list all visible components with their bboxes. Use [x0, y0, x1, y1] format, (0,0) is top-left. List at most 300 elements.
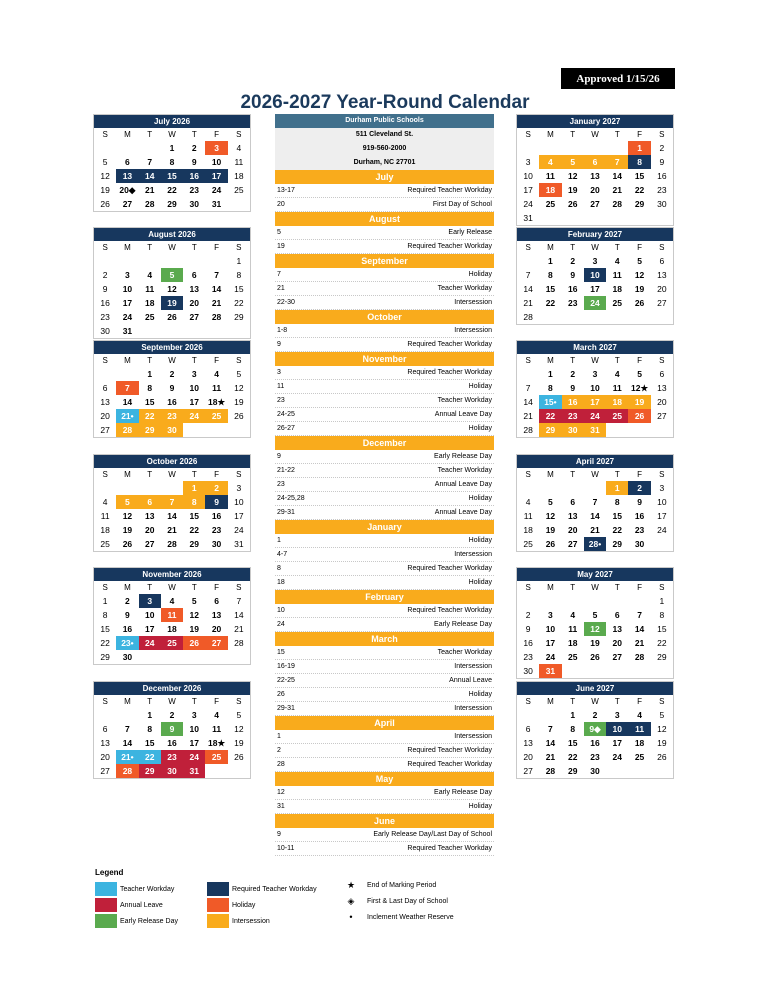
event-date: 26-27 — [277, 425, 295, 432]
day-cell: 15 — [657, 624, 667, 634]
empty-cell — [228, 650, 250, 664]
day-cell: 27 — [100, 425, 110, 435]
empty-cell — [116, 481, 138, 495]
weekday-label: F — [637, 130, 642, 139]
day-cell: 13 — [116, 169, 138, 183]
empty-cell — [94, 367, 116, 381]
day-cell: 18 — [167, 624, 177, 634]
event-description: Teacher Workday — [437, 467, 492, 474]
event-date: 21-22 — [277, 467, 295, 474]
event-date: 22-30 — [277, 299, 295, 306]
day-cell: 22 — [545, 298, 556, 308]
day-cell: 11 — [628, 722, 650, 736]
event-section-may: May — [275, 772, 494, 786]
day-cell: 28 — [523, 312, 533, 322]
event-description: Teacher Workday — [437, 397, 492, 404]
day-cell: 25 — [205, 409, 227, 423]
day-cell: 17 — [189, 738, 200, 748]
day-cell: 23 — [567, 298, 578, 308]
day-cell: 9 — [637, 497, 642, 507]
day-cell: 18 — [606, 395, 628, 409]
event-row — [275, 408, 494, 422]
day-cell: 12★ — [631, 383, 649, 393]
day-cell: 23 — [100, 312, 110, 322]
empty-cell — [183, 324, 205, 338]
weekday-label: F — [637, 583, 642, 592]
empty-cell — [228, 197, 250, 211]
weekday-label: F — [637, 470, 642, 479]
day-cell: 3 — [191, 710, 197, 720]
event-description: Required Teacher Workday — [407, 565, 492, 572]
empty-cell — [228, 764, 250, 778]
day-cell: 14 — [523, 397, 533, 407]
day-cell: 23 — [634, 525, 645, 535]
empty-cell — [628, 423, 650, 437]
weekday-label: T — [570, 697, 576, 706]
day-cell: 2 — [592, 710, 598, 720]
day-cell: 20◆ — [119, 185, 136, 195]
day-cell: 24 — [584, 296, 606, 310]
month-june-2027 — [516, 681, 674, 779]
month-header: March 2027 — [517, 341, 673, 354]
empty-cell — [539, 594, 561, 608]
day-cell: 12 — [189, 610, 200, 620]
day-cell: 3 — [592, 369, 598, 379]
day-cell: 24 — [139, 636, 161, 650]
day-cell: 28 — [167, 539, 177, 549]
day-cell: 15 — [144, 738, 155, 748]
day-cell: 24 — [211, 185, 222, 195]
day-grid — [517, 241, 673, 324]
day-cell: 8 — [659, 610, 665, 620]
month-july-2026 — [93, 114, 251, 212]
empty-cell — [205, 764, 227, 778]
day-cell: 4 — [614, 369, 620, 379]
day-cell: 9 — [161, 722, 183, 736]
day-cell: 10 — [144, 610, 155, 620]
empty-cell — [628, 594, 650, 608]
event-date: 7 — [277, 271, 281, 278]
day-cell: 9 — [125, 610, 130, 620]
day-cell: 27 — [523, 766, 533, 776]
day-cell: 20 — [567, 525, 578, 535]
day-cell: 4 — [147, 270, 153, 280]
day-cell: 3 — [659, 483, 665, 493]
day-cell: 29 — [234, 312, 244, 322]
weekday-label: S — [102, 356, 108, 365]
day-cell: 10 — [545, 624, 556, 634]
day-cell: 7 — [525, 383, 531, 393]
day-cell: 7 — [606, 155, 628, 169]
empty-cell — [562, 594, 584, 608]
day-cell: 2 — [570, 369, 576, 379]
event-date: 18 — [277, 579, 285, 586]
day-cell: 13 — [523, 738, 533, 748]
weekday-label: T — [147, 583, 153, 592]
day-cell: 26 — [657, 752, 667, 762]
day-cell: 4 — [214, 710, 219, 720]
event-description: Annual Leave Day — [434, 481, 492, 488]
empty-cell — [651, 537, 673, 551]
day-cell: 8 — [628, 155, 650, 169]
day-cell: 30 — [122, 652, 133, 662]
weekday-label: T — [570, 470, 576, 479]
event-description: Intersession — [454, 663, 492, 670]
event-section-march: March — [275, 632, 494, 646]
event-date: 1 — [277, 537, 281, 544]
day-cell: 28 — [545, 766, 556, 776]
day-cell: 4 — [637, 710, 642, 720]
events-panel — [275, 114, 494, 856]
day-cell: 12 — [584, 622, 606, 636]
weekday-label: M — [124, 470, 131, 479]
legend-early-release — [95, 914, 178, 928]
day-cell: 17 — [612, 738, 623, 748]
empty-cell — [517, 708, 539, 722]
empty-cell — [606, 594, 628, 608]
day-cell: 15 — [634, 171, 645, 181]
legend-teacher-workday — [95, 882, 174, 896]
weekday-label: M — [124, 583, 131, 592]
day-cell: 10 — [189, 724, 200, 734]
day-cell: 15 — [545, 284, 556, 294]
weekday-label: W — [591, 356, 599, 365]
empty-cell — [161, 481, 183, 495]
day-cell: 10 — [523, 171, 533, 181]
day-cell: 4 — [570, 610, 576, 620]
day-cell: 25 — [545, 199, 556, 209]
weekday-label: T — [191, 470, 197, 479]
event-row — [275, 604, 494, 618]
event-description: Early Release Day/Last Day of School — [373, 831, 492, 838]
day-cell: 25 — [100, 539, 110, 549]
month-header: April 2027 — [517, 455, 673, 468]
weekday-label: T — [614, 130, 620, 139]
month-march-2027 — [516, 340, 674, 438]
event-row — [275, 618, 494, 632]
event-row — [275, 492, 494, 506]
event-description: Required Teacher Workday — [407, 845, 492, 852]
weekday-label: M — [547, 356, 554, 365]
day-cell: 23 — [590, 752, 600, 762]
empty-cell — [562, 310, 584, 324]
day-cell: 8 — [147, 724, 153, 734]
day-cell: 25 — [523, 539, 533, 549]
day-cell: 15 — [100, 624, 110, 634]
empty-cell — [584, 664, 606, 678]
empty-cell — [139, 254, 161, 268]
day-cell: 26 — [122, 539, 133, 549]
day-cell: 2 — [102, 270, 108, 280]
day-cell: 13 — [211, 610, 222, 620]
day-cell: 10 — [584, 268, 606, 282]
day-grid — [94, 695, 250, 778]
weekday-label: F — [637, 356, 642, 365]
day-cell: 19 — [628, 395, 650, 409]
event-row — [275, 660, 494, 674]
legend-symbol-icon: ◈ — [347, 896, 355, 906]
event-description: Required Teacher Workday — [407, 761, 492, 768]
day-cell: 8 — [236, 270, 242, 280]
weekday-label: S — [525, 130, 531, 139]
weekday-label: M — [547, 243, 554, 252]
weekday-label: F — [214, 243, 219, 252]
day-cell: 13 — [189, 284, 200, 294]
day-cell: 10 — [590, 383, 600, 393]
weekday-label: S — [659, 130, 665, 139]
day-cell: 3 — [548, 610, 553, 620]
legend-intersession — [207, 914, 270, 928]
month-header: January 2027 — [517, 115, 673, 128]
month-october-2026 — [93, 454, 251, 552]
day-cell: 1 — [628, 141, 650, 155]
weekday-label: M — [124, 356, 131, 365]
day-cell: 14 — [167, 511, 177, 521]
event-section-december: December — [275, 436, 494, 450]
weekday-label: S — [525, 583, 531, 592]
day-cell: 5 — [191, 596, 197, 606]
day-cell: 16 — [590, 738, 600, 748]
empty-cell — [94, 481, 116, 495]
event-date: 21 — [277, 285, 285, 292]
weekday-label: W — [168, 130, 176, 139]
event-date: 3 — [277, 369, 281, 376]
day-cell: 28 — [523, 425, 533, 435]
day-cell: 25 — [606, 409, 628, 423]
event-row — [275, 464, 494, 478]
day-cell: 29 — [139, 423, 161, 437]
day-cell: 31 — [211, 199, 222, 209]
event-date: 9 — [277, 341, 281, 348]
event-description: Required Teacher Workday — [407, 607, 492, 614]
event-date: 10 — [277, 607, 285, 614]
day-cell: 24 — [183, 750, 205, 764]
day-cell: 19 — [100, 185, 110, 195]
event-description: Annual Leave Day — [434, 509, 492, 516]
day-cell: 17 — [545, 638, 556, 648]
day-cell: 23 — [161, 750, 183, 764]
day-cell: 14 — [234, 610, 244, 620]
day-cell: 10 — [211, 157, 222, 167]
legend-swatch — [207, 914, 229, 928]
weekday-label: F — [214, 356, 219, 365]
day-cell: 2 — [169, 710, 175, 720]
legend — [93, 868, 513, 928]
event-date: 1-8 — [277, 327, 288, 334]
day-cell: 25 — [634, 752, 645, 762]
day-cell: 14 — [634, 624, 645, 634]
day-cell: 7 — [637, 610, 642, 620]
day-cell: 18 — [523, 525, 533, 535]
day-cell: 31 — [234, 539, 244, 549]
day-cell: 11 — [161, 608, 183, 622]
day-cell: 30 — [590, 766, 600, 776]
event-section-april: April — [275, 716, 494, 730]
day-cell: 4 — [214, 369, 219, 379]
day-cell: 31 — [539, 664, 561, 678]
day-cell: 22 — [539, 409, 561, 423]
day-cell: 18 — [144, 298, 155, 308]
day-cell: 11 — [545, 171, 555, 181]
event-row — [275, 842, 494, 856]
day-cell: 24 — [657, 525, 667, 535]
event-date: 24 — [277, 621, 285, 628]
day-cell: 20 — [612, 638, 623, 648]
event-row — [275, 338, 494, 352]
day-cell: 14 — [612, 171, 623, 181]
day-cell: 1 — [548, 256, 553, 266]
event-description: Teacher Workday — [437, 649, 492, 656]
month-header: July 2026 — [94, 115, 250, 128]
day-cell: 24 — [612, 752, 623, 762]
weekday-label: T — [570, 583, 576, 592]
day-cell: 14 — [139, 169, 161, 183]
legend-required-workday — [207, 882, 317, 896]
day-cell: 11 — [568, 624, 578, 634]
day-cell: 25 — [567, 652, 578, 662]
day-cell: 1 — [236, 256, 242, 266]
day-cell: 29 — [567, 766, 578, 776]
day-cell: 5 — [102, 157, 108, 167]
month-november-2026 — [93, 567, 251, 665]
event-date: 26 — [277, 691, 285, 698]
day-cell: 16 — [100, 298, 110, 308]
day-cell: 14 — [122, 738, 133, 748]
day-cell: 27 — [590, 199, 600, 209]
day-cell: 19 — [657, 738, 667, 748]
event-date: 5 — [277, 229, 281, 236]
day-cell: 29 — [634, 199, 645, 209]
day-cell: 11 — [612, 270, 622, 280]
event-row — [275, 422, 494, 436]
day-cell: 30 — [161, 423, 183, 437]
day-cell: 11 — [212, 383, 222, 393]
empty-cell — [517, 367, 539, 381]
weekday-label: F — [214, 130, 219, 139]
weekday-label: W — [168, 583, 176, 592]
day-cell: 15 — [189, 511, 200, 521]
day-cell: 27 — [205, 636, 227, 650]
event-row — [275, 646, 494, 660]
empty-cell — [562, 664, 584, 678]
day-cell: 12 — [234, 724, 244, 734]
weekday-label: S — [102, 243, 108, 252]
day-cell: 19 — [234, 397, 244, 407]
event-date: 22-25 — [277, 677, 295, 684]
day-cell: 6 — [139, 495, 161, 509]
day-cell: 31 — [122, 326, 133, 336]
event-date: 19 — [277, 243, 285, 250]
event-description: Intersession — [454, 705, 492, 712]
weekday-label: F — [637, 243, 642, 252]
day-cell: 8 — [183, 495, 205, 509]
day-cell: 4 — [525, 497, 531, 507]
day-cell: 7 — [525, 270, 531, 280]
weekday-label: F — [214, 697, 219, 706]
day-cell: 13 — [100, 397, 110, 407]
weekday-label: T — [191, 243, 197, 252]
weekday-label: S — [102, 697, 108, 706]
day-cell: 4 — [169, 596, 175, 606]
day-cell: 6 — [525, 724, 531, 734]
day-cell: 19 — [122, 525, 133, 535]
day-cell: 7 — [116, 381, 138, 395]
day-cell: 4 — [614, 256, 620, 266]
day-grid — [517, 354, 673, 437]
day-cell: 23 — [211, 525, 222, 535]
day-cell: 6 — [614, 610, 620, 620]
day-cell: 12 — [122, 511, 133, 521]
day-cell: 29 — [189, 539, 200, 549]
day-cell: 22 — [139, 409, 161, 423]
day-cell: 1 — [147, 710, 153, 720]
day-cell: 16 — [562, 395, 584, 409]
event-description: Intersession — [454, 327, 492, 334]
day-grid — [94, 581, 250, 664]
event-description: Holiday — [468, 537, 492, 544]
day-cell: 19 — [634, 284, 645, 294]
day-cell: 16 — [167, 738, 177, 748]
day-grid — [517, 128, 673, 225]
weekday-label: W — [168, 697, 176, 706]
legend-label: Early Release Day — [120, 917, 178, 925]
day-cell: 29 — [539, 423, 561, 437]
day-cell: 1 — [169, 143, 175, 153]
event-row — [275, 296, 494, 310]
legend-label: Inclement Weather Reserve — [367, 913, 454, 921]
event-description: Early Release Day — [434, 621, 492, 628]
day-grid — [517, 695, 673, 778]
empty-cell — [183, 650, 205, 664]
event-section-january: January — [275, 520, 494, 534]
empty-cell — [139, 481, 161, 495]
day-cell: 16 — [567, 284, 578, 294]
day-cell: 16 — [211, 511, 222, 521]
day-cell: 26 — [167, 312, 177, 322]
day-cell: 18 — [100, 525, 110, 535]
day-cell: 19 — [590, 638, 600, 648]
weekday-label: M — [124, 697, 131, 706]
weekday-label: S — [659, 243, 665, 252]
day-cell: 5 — [236, 710, 242, 720]
day-cell: 17 — [205, 169, 227, 183]
legend-swatch — [95, 898, 117, 912]
day-cell: 9 — [570, 270, 576, 280]
empty-cell — [183, 254, 205, 268]
day-cell: 3 — [592, 256, 598, 266]
day-cell: 21• — [116, 750, 138, 764]
day-cell: 17 — [584, 395, 606, 409]
day-cell: 27 — [189, 312, 200, 322]
empty-cell — [517, 141, 539, 155]
event-date: 12 — [277, 789, 285, 796]
event-description: Holiday — [468, 383, 492, 390]
event-row — [275, 198, 494, 212]
event-row — [275, 688, 494, 702]
legend-label: Annual Leave — [120, 901, 163, 909]
empty-cell — [183, 423, 205, 437]
event-description: Required Teacher Workday — [407, 747, 492, 754]
event-section-february: February — [275, 590, 494, 604]
day-cell: 24 — [545, 652, 556, 662]
day-cell: 9 — [659, 157, 665, 167]
weekday-label: S — [525, 243, 531, 252]
empty-cell — [94, 254, 116, 268]
day-cell: 24 — [234, 525, 244, 535]
day-cell: 16 — [167, 397, 177, 407]
weekday-label: W — [591, 243, 599, 252]
day-cell: 18★ — [208, 738, 226, 748]
